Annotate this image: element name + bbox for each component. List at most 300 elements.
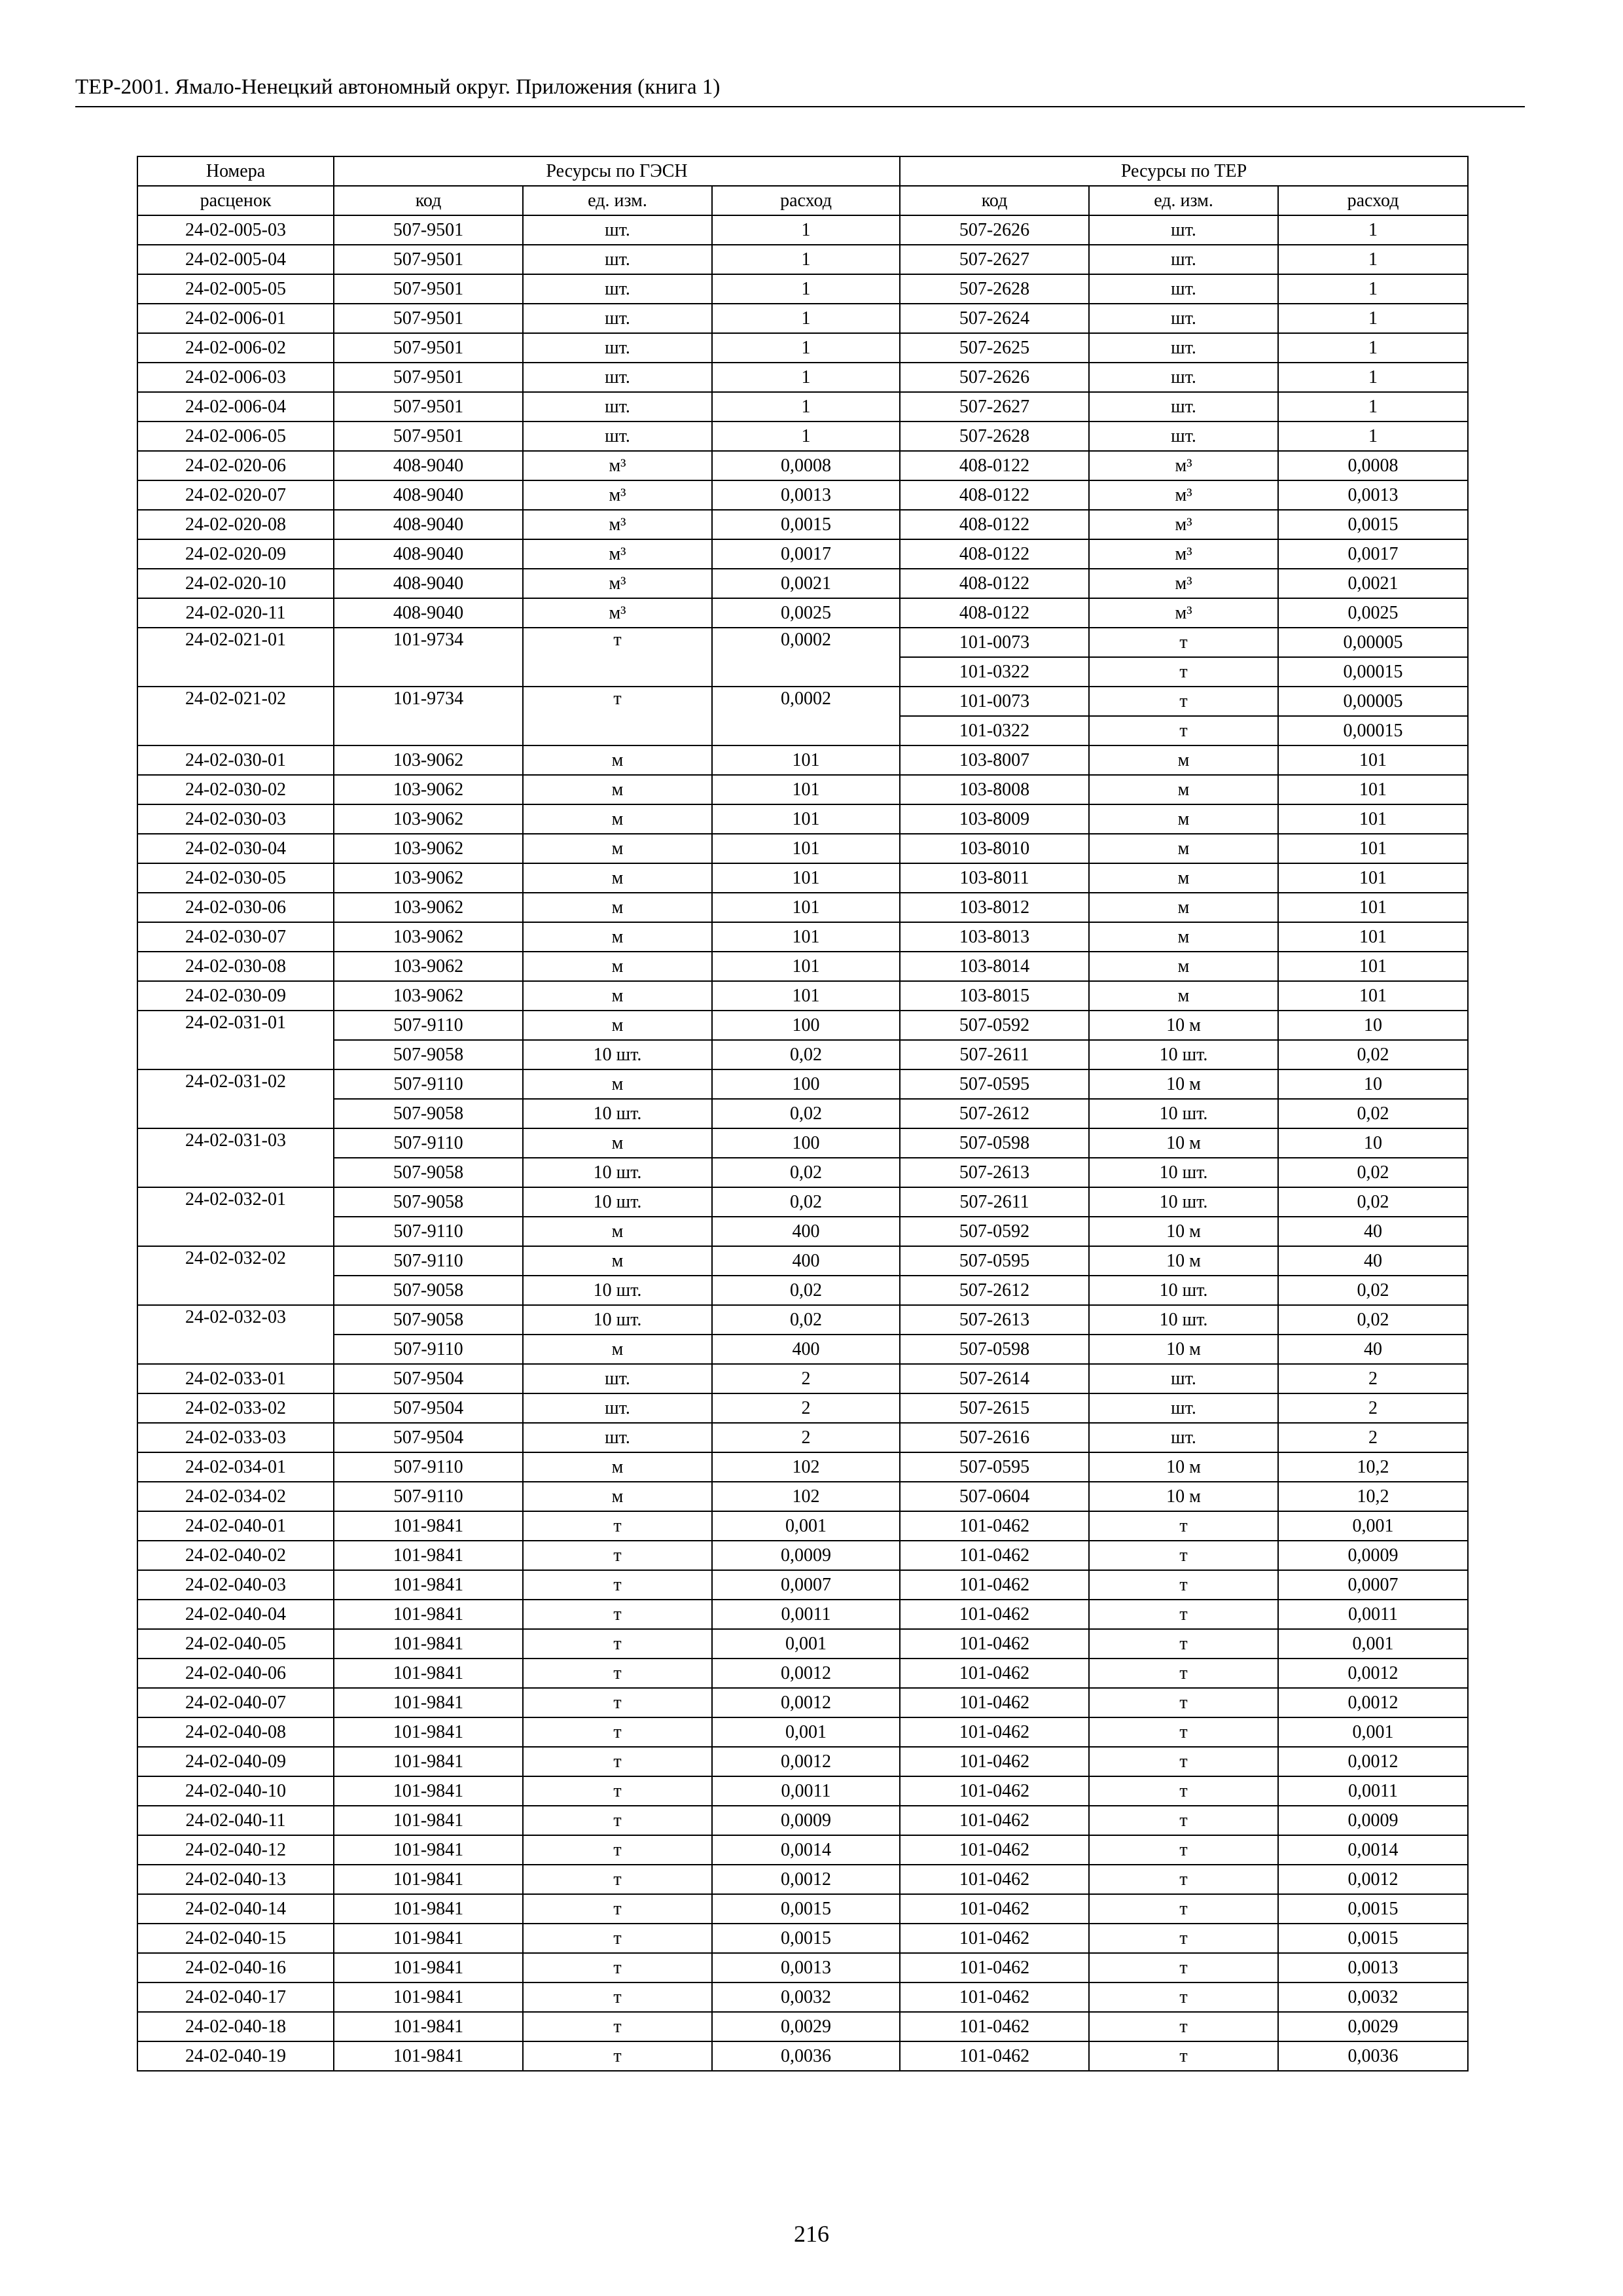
ter-consumption-cell: 101 — [1278, 834, 1468, 863]
ter-unit-cell: 10 м — [1089, 1482, 1278, 1511]
ter-code-cell: 103-8008 — [900, 775, 1089, 804]
gesn-unit-cell: 10 шт. — [523, 1276, 712, 1305]
gesn-unit-cell: м — [523, 863, 712, 893]
gesn-consumption-cell: 101 — [712, 804, 900, 834]
ter-consumption-cell: 0,0025 — [1278, 598, 1468, 628]
gesn-unit-cell: м — [523, 1069, 712, 1099]
table-row — [137, 1629, 1468, 1659]
gesn-unit-cell: м — [523, 1452, 712, 1482]
table-row — [137, 1217, 1468, 1246]
ter-code-cell: 101-0462 — [900, 1835, 1089, 1865]
ter-unit-cell: 10 м — [1089, 1246, 1278, 1276]
gesn-unit-cell: шт. — [523, 333, 712, 363]
gesn-code-cell: 507-9501 — [334, 392, 523, 422]
gesn-code-cell: 101-9734 — [334, 687, 523, 745]
ter-unit-cell: шт. — [1089, 1364, 1278, 1393]
ter-code-cell: 507-0595 — [900, 1246, 1089, 1276]
gesn-unit-cell: шт. — [523, 304, 712, 333]
ter-consumption-cell: 40 — [1278, 1217, 1468, 1246]
table-row — [137, 480, 1468, 510]
table-row — [137, 1982, 1468, 2012]
gesn-unit-cell: м — [523, 893, 712, 922]
gesn-code-cell: 507-9501 — [334, 304, 523, 333]
ter-consumption-cell: 0,0009 — [1278, 1541, 1468, 1570]
ter-consumption-cell: 2 — [1278, 1364, 1468, 1393]
ter-code-cell: 101-0462 — [900, 1541, 1089, 1570]
table-row — [137, 1452, 1468, 1482]
gesn-consumption-cell: 1 — [712, 392, 900, 422]
gesn-code-cell: 103-9062 — [334, 863, 523, 893]
gesn-code-cell: 408-9040 — [334, 598, 523, 628]
ter-consumption-cell: 0,02 — [1278, 1305, 1468, 1335]
rate-number-cell: 24-02-030-04 — [137, 834, 334, 863]
table-row — [137, 1364, 1468, 1393]
gesn-unit-cell: т — [523, 1835, 712, 1865]
ter-consumption-cell: 101 — [1278, 804, 1468, 834]
ter-consumption-cell: 0,0017 — [1278, 539, 1468, 569]
ter-code-cell: 101-0462 — [900, 1629, 1089, 1659]
gesn-code-cell: 507-9504 — [334, 1364, 523, 1393]
rate-number-cell: 24-02-020-09 — [137, 539, 334, 569]
ter-code-cell: 507-0604 — [900, 1482, 1089, 1511]
gesn-consumption-cell: 0,0008 — [712, 451, 900, 480]
gesn-unit-cell: м³ — [523, 569, 712, 598]
gesn-consumption-cell: 0,0015 — [712, 510, 900, 539]
gesn-unit-cell: т — [523, 1600, 712, 1629]
gesn-consumption-cell: 2 — [712, 1423, 900, 1452]
ter-consumption-cell: 0,0015 — [1278, 510, 1468, 539]
ter-unit-cell: 10 м — [1089, 1217, 1278, 1246]
gesn-unit-cell: т — [523, 1688, 712, 1717]
table-row — [137, 775, 1468, 804]
gesn-unit-cell: м — [523, 775, 712, 804]
table-row — [137, 1069, 1468, 1099]
gesn-unit-cell: т — [523, 1865, 712, 1894]
ter-consumption-cell: 0,00005 — [1278, 687, 1468, 716]
ter-unit-cell: т — [1089, 1894, 1278, 1924]
gesn-consumption-cell: 0,0009 — [712, 1541, 900, 1570]
gesn-code-cell: 507-9110 — [334, 1246, 523, 1276]
ter-code-cell: 101-0462 — [900, 1776, 1089, 1806]
ter-consumption-cell: 1 — [1278, 333, 1468, 363]
gesn-unit-cell: м³ — [523, 539, 712, 569]
gesn-code-cell: 507-9501 — [334, 333, 523, 363]
ter-consumption-cell: 0,0012 — [1278, 1865, 1468, 1894]
ter-unit-cell: т — [1089, 1924, 1278, 1953]
gesn-code-header: код — [334, 186, 523, 215]
table-row — [137, 451, 1468, 480]
gesn-consumption-cell: 2 — [712, 1393, 900, 1423]
ter-unit-cell: шт. — [1089, 215, 1278, 245]
gesn-unit-cell: м — [523, 1011, 712, 1040]
rate-number-cell: 24-02-040-17 — [137, 1982, 334, 2012]
table-row — [137, 1482, 1468, 1511]
rate-number-cell: 24-02-021-02 — [137, 687, 334, 745]
gesn-consumption-cell: 102 — [712, 1452, 900, 1482]
document-title: ТЕР-2001. Ямало-Ненецкий автономный округ. Приложения (книга 1) — [75, 75, 721, 99]
ter-unit-cell: 10 шт. — [1089, 1276, 1278, 1305]
gesn-code-cell: 507-9110 — [334, 1069, 523, 1099]
rate-number-cell: 24-02-032-01 — [137, 1187, 334, 1246]
ter-code-cell: 408-0122 — [900, 480, 1089, 510]
ter-code-cell: 408-0122 — [900, 510, 1089, 539]
ter-consumption-cell: 0,02 — [1278, 1276, 1468, 1305]
rate-number-cell: 24-02-034-02 — [137, 1482, 334, 1511]
ter-unit-cell: т — [1089, 1570, 1278, 1600]
gesn-code-cell: 507-9501 — [334, 274, 523, 304]
ter-code-cell: 408-0122 — [900, 598, 1089, 628]
table-row — [137, 363, 1468, 392]
ter-consumption-cell: 0,0014 — [1278, 1835, 1468, 1865]
rate-number-cell: 24-02-030-01 — [137, 745, 334, 775]
ter-consumption-cell: 0,0009 — [1278, 1806, 1468, 1835]
rate-number-cell: 24-02-006-02 — [137, 333, 334, 363]
ter-code-cell: 101-0462 — [900, 1982, 1089, 2012]
rate-number-cell: 24-02-040-06 — [137, 1659, 334, 1688]
rate-number-cell: 24-02-040-09 — [137, 1747, 334, 1776]
ter-consumption-cell: 0,0007 — [1278, 1570, 1468, 1600]
ter-consumption-header: расход — [1278, 186, 1468, 215]
ter-unit-cell: шт. — [1089, 1423, 1278, 1452]
ter-unit-cell: т — [1089, 1747, 1278, 1776]
gesn-unit-cell: т — [523, 1776, 712, 1806]
ter-code-cell: 101-0462 — [900, 1924, 1089, 1953]
rate-number-cell: 24-02-005-04 — [137, 245, 334, 274]
ter-code-cell: 507-2624 — [900, 304, 1089, 333]
ter-consumption-cell: 0,0015 — [1278, 1924, 1468, 1953]
ter-code-cell: 101-0462 — [900, 1659, 1089, 1688]
ter-consumption-cell: 0,001 — [1278, 1717, 1468, 1747]
gesn-unit-cell: 10 шт. — [523, 1040, 712, 1069]
table-row — [137, 863, 1468, 893]
rate-number-cell: 24-02-006-05 — [137, 422, 334, 451]
ter-unit-cell: т — [1089, 1835, 1278, 1865]
gesn-consumption-cell: 400 — [712, 1335, 900, 1364]
gesn-consumption-cell: 0,001 — [712, 1511, 900, 1541]
gesn-code-cell: 101-9841 — [334, 1953, 523, 1982]
ter-consumption-cell: 0,0011 — [1278, 1600, 1468, 1629]
ter-code-cell: 103-8015 — [900, 981, 1089, 1011]
gesn-unit-cell: т — [523, 2041, 712, 2071]
gesn-unit-cell: шт. — [523, 245, 712, 274]
ter-unit-cell: т — [1089, 657, 1278, 687]
ter-code-cell: 507-0592 — [900, 1217, 1089, 1246]
gesn-consumption-cell: 100 — [712, 1011, 900, 1040]
ter-code-cell: 507-2627 — [900, 245, 1089, 274]
table-row — [137, 687, 1468, 716]
ter-code-cell: 101-0073 — [900, 687, 1089, 716]
gesn-code-cell: 507-9058 — [334, 1187, 523, 1217]
rate-number-cell: 24-02-040-03 — [137, 1570, 334, 1600]
gesn-consumption-cell: 1 — [712, 333, 900, 363]
table-row — [137, 1423, 1468, 1452]
ter-consumption-cell: 1 — [1278, 392, 1468, 422]
gesn-unit-cell: шт. — [523, 1364, 712, 1393]
gesn-unit-cell: т — [523, 1924, 712, 1953]
ter-unit-cell: т — [1089, 1511, 1278, 1541]
gesn-unit-cell: т — [523, 1717, 712, 1747]
gesn-consumption-cell: 0,0012 — [712, 1865, 900, 1894]
table-subheader-row — [137, 186, 1468, 215]
ter-consumption-cell: 0,00015 — [1278, 716, 1468, 745]
gesn-consumption-cell: 0,0002 — [712, 628, 900, 687]
gesn-unit-header: ед. изм. — [523, 186, 712, 215]
gesn-unit-cell: шт. — [523, 363, 712, 392]
gesn-unit-cell: 10 шт. — [523, 1158, 712, 1187]
ter-code-cell: 507-2628 — [900, 422, 1089, 451]
table-row — [137, 628, 1468, 657]
gesn-unit-cell: т — [523, 1806, 712, 1835]
table-row — [137, 804, 1468, 834]
gesn-unit-cell: м — [523, 952, 712, 981]
ter-code-cell: 101-0462 — [900, 2012, 1089, 2041]
rate-number-cell: 24-02-020-08 — [137, 510, 334, 539]
gesn-code-cell: 101-9841 — [334, 1688, 523, 1717]
gesn-code-cell: 408-9040 — [334, 539, 523, 569]
ter-unit-cell: т — [1089, 1806, 1278, 1835]
ter-consumption-cell: 10 — [1278, 1128, 1468, 1158]
gesn-code-cell: 101-9841 — [334, 2041, 523, 2071]
gesn-consumption-cell: 0,001 — [712, 1717, 900, 1747]
table-row — [137, 1099, 1468, 1128]
gesn-code-cell: 101-9841 — [334, 1806, 523, 1835]
gesn-code-cell: 507-9110 — [334, 1482, 523, 1511]
ter-unit-cell: т — [1089, 1541, 1278, 1570]
rate-number-cell: 24-02-031-03 — [137, 1128, 334, 1187]
gesn-code-cell: 507-9501 — [334, 422, 523, 451]
gesn-unit-cell: шт. — [523, 1393, 712, 1423]
ter-code-cell: 507-2625 — [900, 333, 1089, 363]
gesn-consumption-cell: 0,0012 — [712, 1688, 900, 1717]
gesn-consumption-cell: 0,0014 — [712, 1835, 900, 1865]
gesn-code-cell: 101-9841 — [334, 1924, 523, 1953]
gesn-consumption-cell: 101 — [712, 981, 900, 1011]
gesn-code-cell: 507-9058 — [334, 1040, 523, 1069]
gesn-unit-cell: шт. — [523, 274, 712, 304]
rate-number-cell: 24-02-040-15 — [137, 1924, 334, 1953]
gesn-consumption-cell: 0,0029 — [712, 2012, 900, 2041]
gesn-unit-cell: м — [523, 745, 712, 775]
ter-consumption-cell: 101 — [1278, 893, 1468, 922]
ter-code-cell: 101-0322 — [900, 657, 1089, 687]
ter-code-cell: 101-0462 — [900, 1894, 1089, 1924]
resources-table — [137, 156, 1469, 2072]
rate-number-cell: 24-02-040-05 — [137, 1629, 334, 1659]
rate-number-cell: 24-02-030-08 — [137, 952, 334, 981]
gesn-unit-cell: шт. — [523, 422, 712, 451]
gesn-consumption-cell: 0,0015 — [712, 1894, 900, 1924]
table-row — [137, 392, 1468, 422]
table-row — [137, 1511, 1468, 1541]
ter-code-cell: 507-0598 — [900, 1335, 1089, 1364]
ter-code-cell: 408-0122 — [900, 569, 1089, 598]
gesn-unit-cell: т — [523, 687, 712, 745]
gesn-unit-cell: 10 шт. — [523, 1187, 712, 1217]
ter-unit-cell: м³ — [1089, 539, 1278, 569]
gesn-consumption-cell: 0,02 — [712, 1305, 900, 1335]
gesn-consumption-cell: 101 — [712, 775, 900, 804]
ter-unit-cell: 10 шт. — [1089, 1040, 1278, 1069]
gesn-code-cell: 507-9110 — [334, 1128, 523, 1158]
table-row — [137, 1128, 1468, 1158]
resources-table-body — [137, 156, 1468, 2071]
ter-consumption-cell: 1 — [1278, 422, 1468, 451]
gesn-consumption-cell: 0,0011 — [712, 1600, 900, 1629]
gesn-unit-cell: шт. — [523, 215, 712, 245]
gesn-code-cell: 101-9841 — [334, 1776, 523, 1806]
gesn-code-cell: 101-9841 — [334, 1570, 523, 1600]
ter-unit-cell: 10 м — [1089, 1128, 1278, 1158]
table-row — [137, 1158, 1468, 1187]
gesn-consumption-header: расход — [712, 186, 900, 215]
gesn-code-cell: 507-9058 — [334, 1276, 523, 1305]
table-row — [137, 1688, 1468, 1717]
ter-consumption-cell: 1 — [1278, 304, 1468, 333]
ter-code-cell: 408-0122 — [900, 451, 1089, 480]
gesn-consumption-cell: 1 — [712, 215, 900, 245]
ter-code-cell: 507-2612 — [900, 1276, 1089, 1305]
gesn-unit-cell: м — [523, 922, 712, 952]
ter-unit-cell: м — [1089, 952, 1278, 981]
ter-unit-cell: м — [1089, 922, 1278, 952]
rate-number-cell: 24-02-033-03 — [137, 1423, 334, 1452]
table-row — [137, 1393, 1468, 1423]
gesn-unit-cell: 10 шт. — [523, 1099, 712, 1128]
ter-consumption-cell: 0,02 — [1278, 1040, 1468, 1069]
rate-number-cell: 24-02-006-03 — [137, 363, 334, 392]
rate-number-cell: 24-02-030-03 — [137, 804, 334, 834]
ter-code-cell: 101-0462 — [900, 1600, 1089, 1629]
gesn-code-cell: 507-9110 — [334, 1335, 523, 1364]
gesn-code-cell: 103-9062 — [334, 893, 523, 922]
rate-number-cell: 24-02-031-02 — [137, 1069, 334, 1128]
page-number: 216 — [794, 2221, 829, 2247]
ter-code-cell: 103-8010 — [900, 834, 1089, 863]
gesn-code-cell: 103-9062 — [334, 834, 523, 863]
table-row — [137, 1600, 1468, 1629]
table-row — [137, 1246, 1468, 1276]
gesn-unit-cell: т — [523, 1570, 712, 1600]
ter-code-cell: 507-2614 — [900, 1364, 1089, 1393]
ter-consumption-cell: 1 — [1278, 274, 1468, 304]
rate-number-cell: 24-02-040-16 — [137, 1953, 334, 1982]
table-row — [137, 1305, 1468, 1335]
table-row — [137, 1865, 1468, 1894]
table-header-row — [137, 156, 1468, 186]
ter-unit-cell: м³ — [1089, 510, 1278, 539]
gesn-consumption-cell: 0,02 — [712, 1187, 900, 1217]
ter-consumption-cell: 0,0015 — [1278, 1894, 1468, 1924]
ter-code-cell: 507-0595 — [900, 1452, 1089, 1482]
ter-code-cell: 507-2613 — [900, 1305, 1089, 1335]
gesn-code-cell: 101-9841 — [334, 1511, 523, 1541]
gesn-unit-cell: м³ — [523, 598, 712, 628]
table-row — [137, 539, 1468, 569]
gesn-consumption-cell: 101 — [712, 745, 900, 775]
ter-unit-cell: шт. — [1089, 392, 1278, 422]
rate-number-cell: 24-02-030-07 — [137, 922, 334, 952]
ter-consumption-cell: 0,02 — [1278, 1099, 1468, 1128]
ter-code-cell: 101-0462 — [900, 1747, 1089, 1776]
rate-number-cell: 24-02-032-02 — [137, 1246, 334, 1305]
gesn-code-cell: 507-9058 — [334, 1099, 523, 1128]
gesn-unit-cell: шт. — [523, 1423, 712, 1452]
ter-consumption-cell: 101 — [1278, 863, 1468, 893]
gesn-consumption-cell: 0,0021 — [712, 569, 900, 598]
ter-code-cell: 507-2616 — [900, 1423, 1089, 1452]
ter-code-cell: 507-2613 — [900, 1158, 1089, 1187]
gesn-consumption-cell: 101 — [712, 834, 900, 863]
ter-unit-cell: м³ — [1089, 598, 1278, 628]
ter-code-cell: 101-0462 — [900, 1570, 1089, 1600]
ter-consumption-cell: 0,001 — [1278, 1511, 1468, 1541]
gesn-code-cell: 408-9040 — [334, 510, 523, 539]
ter-unit-cell: 10 м — [1089, 1335, 1278, 1364]
table-row — [137, 2041, 1468, 2071]
gesn-unit-cell: м — [523, 981, 712, 1011]
rate-number-cell: 24-02-020-11 — [137, 598, 334, 628]
gesn-unit-cell: м — [523, 1217, 712, 1246]
gesn-consumption-cell: 0,02 — [712, 1099, 900, 1128]
ter-code-cell: 507-0598 — [900, 1128, 1089, 1158]
gesn-unit-cell: м³ — [523, 451, 712, 480]
gesn-code-cell: 101-9841 — [334, 1865, 523, 1894]
rate-number-cell: 24-02-040-02 — [137, 1541, 334, 1570]
ter-unit-cell: т — [1089, 716, 1278, 745]
rates-header: Номера — [137, 156, 334, 186]
gesn-unit-cell: т — [523, 1894, 712, 1924]
gesn-code-cell: 507-9110 — [334, 1452, 523, 1482]
rate-number-cell: 24-02-032-03 — [137, 1305, 334, 1364]
table-row — [137, 922, 1468, 952]
gesn-unit-cell: т — [523, 1541, 712, 1570]
ter-consumption-cell: 40 — [1278, 1335, 1468, 1364]
gesn-consumption-cell: 100 — [712, 1128, 900, 1158]
table-row — [137, 274, 1468, 304]
gesn-consumption-cell: 1 — [712, 304, 900, 333]
gesn-unit-cell: м — [523, 1128, 712, 1158]
ter-consumption-cell: 0,02 — [1278, 1158, 1468, 1187]
ter-unit-cell: т — [1089, 2041, 1278, 2071]
ter-code-cell: 507-2627 — [900, 392, 1089, 422]
ter-consumption-cell: 10 — [1278, 1069, 1468, 1099]
ter-consumption-cell: 101 — [1278, 981, 1468, 1011]
ter-code-cell: 507-2626 — [900, 363, 1089, 392]
rate-number-cell: 24-02-034-01 — [137, 1452, 334, 1482]
ter-code-cell: 101-0462 — [900, 1717, 1089, 1747]
ter-unit-header: ед. изм. — [1089, 186, 1278, 215]
ter-consumption-cell: 10,2 — [1278, 1452, 1468, 1482]
ter-unit-cell: т — [1089, 1776, 1278, 1806]
rate-number-cell: 24-02-005-05 — [137, 274, 334, 304]
gesn-code-cell: 103-9062 — [334, 981, 523, 1011]
ter-unit-cell: т — [1089, 1982, 1278, 2012]
gesn-code-cell: 101-9841 — [334, 1835, 523, 1865]
gesn-code-cell: 408-9040 — [334, 569, 523, 598]
table-row — [137, 1835, 1468, 1865]
rate-number-cell: 24-02-040-18 — [137, 2012, 334, 2041]
ter-consumption-cell: 101 — [1278, 745, 1468, 775]
ter-code-cell: 103-8011 — [900, 863, 1089, 893]
table-row — [137, 1187, 1468, 1217]
ter-unit-cell: м³ — [1089, 569, 1278, 598]
rate-number-cell: 24-02-030-09 — [137, 981, 334, 1011]
ter-unit-cell: шт. — [1089, 245, 1278, 274]
gesn-code-cell: 103-9062 — [334, 922, 523, 952]
table-row — [137, 834, 1468, 863]
gesn-code-cell: 408-9040 — [334, 451, 523, 480]
rate-number-cell: 24-02-020-07 — [137, 480, 334, 510]
